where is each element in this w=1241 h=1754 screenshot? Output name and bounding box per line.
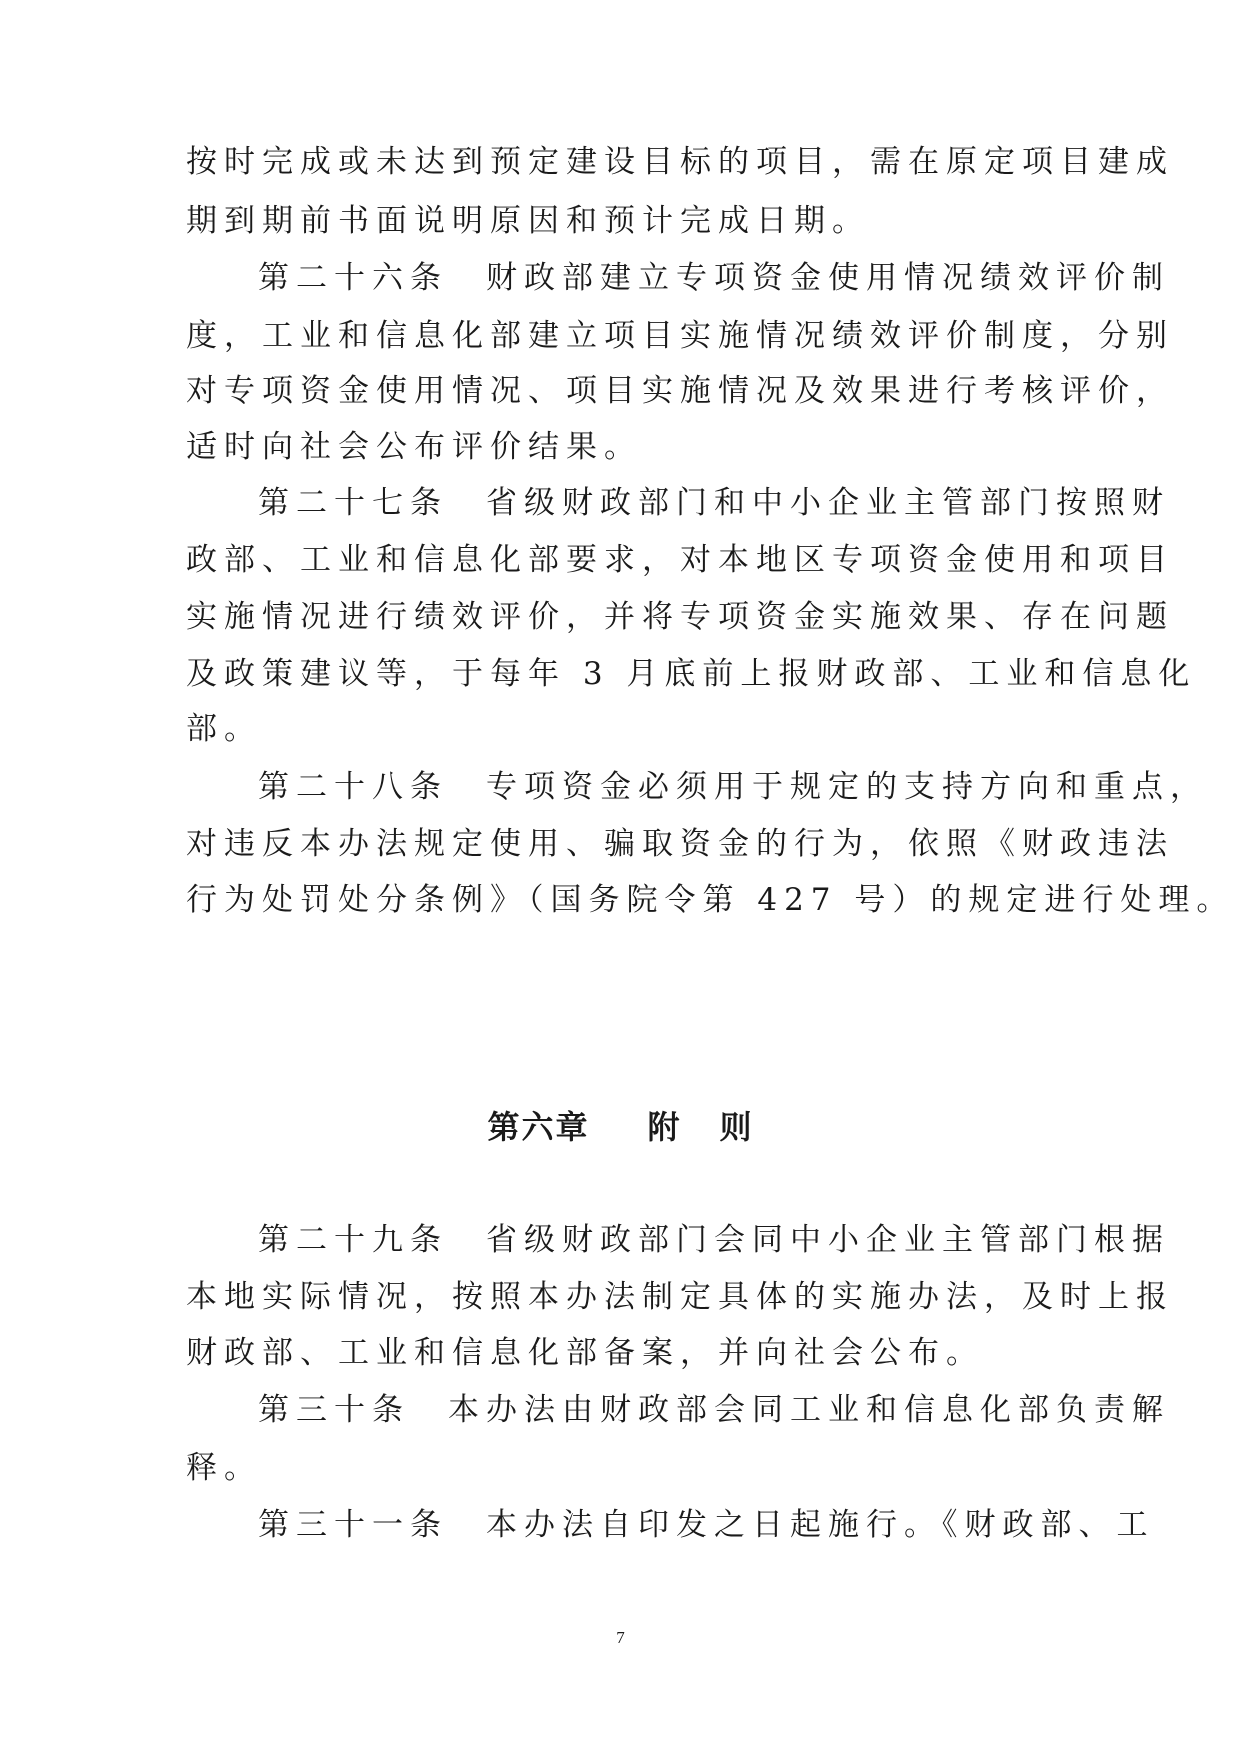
text-line: 财政部、工业和信息化部备案，并向社会公布。 xyxy=(186,1335,984,1371)
chapter-number: 第六章 xyxy=(487,1108,590,1146)
page-number: 7 xyxy=(616,1628,625,1647)
text-line: 对专项资金使用情况、项目实施情况及效果进行考核评价， xyxy=(186,373,1174,409)
text-line: 度，工业和信息化部建立项目实施情况绩效评价制度，分别 xyxy=(186,318,1174,354)
article-28-line: 第二十八条 专项资金必须用于规定的支持方向和重点， xyxy=(258,769,1208,805)
text-line: 及政策建议等，于每年 3 月底前上报财政部、工业和信息化 xyxy=(186,656,1197,692)
chapter-title-part1: 附 xyxy=(647,1108,682,1146)
text-line: 部。 xyxy=(186,711,262,747)
article-30-line: 第三十条 本办法由财政部会同工业和信息化部负责解 xyxy=(258,1392,1170,1428)
article-27-line: 第二十七条 省级财政部门和中小企业主管部门按照财 xyxy=(258,485,1170,521)
article-26-line: 第二十六条 财政部建立专项资金使用情况绩效评价制 xyxy=(258,260,1170,296)
text-line: 按时完成或未达到预定建设目标的项目，需在原定项目建成 xyxy=(186,144,1174,180)
text-line: 实施情况进行绩效评价，并将专项资金实施效果、存在问题 xyxy=(186,599,1174,635)
article-31-line: 第三十一条 本办法自印发之日起施行。《财政部、工 xyxy=(258,1507,1155,1543)
chapter-heading xyxy=(0,1105,1241,1149)
text-line: 政部、工业和信息化部要求，对本地区专项资金使用和项目 xyxy=(186,542,1174,578)
text-line: 适时向社会公布评价结果。 xyxy=(186,429,642,465)
text-line: 释。 xyxy=(186,1450,262,1486)
text-line: 期到期前书面说明原因和预计完成日期。 xyxy=(186,203,870,239)
text-line: 对违反本办法规定使用、骗取资金的行为，依照《财政违法 xyxy=(186,826,1174,862)
article-29-line: 第二十九条 省级财政部门会同中小企业主管部门根据 xyxy=(258,1222,1170,1258)
text-line: 行为处罚处分条例》（国务院令第 427 号）的规定进行处理。 xyxy=(186,882,1235,918)
chapter-title-part2: 则 xyxy=(719,1108,754,1146)
text-line: 本地实际情况，按照本办法制定具体的实施办法，及时上报 xyxy=(186,1279,1174,1315)
